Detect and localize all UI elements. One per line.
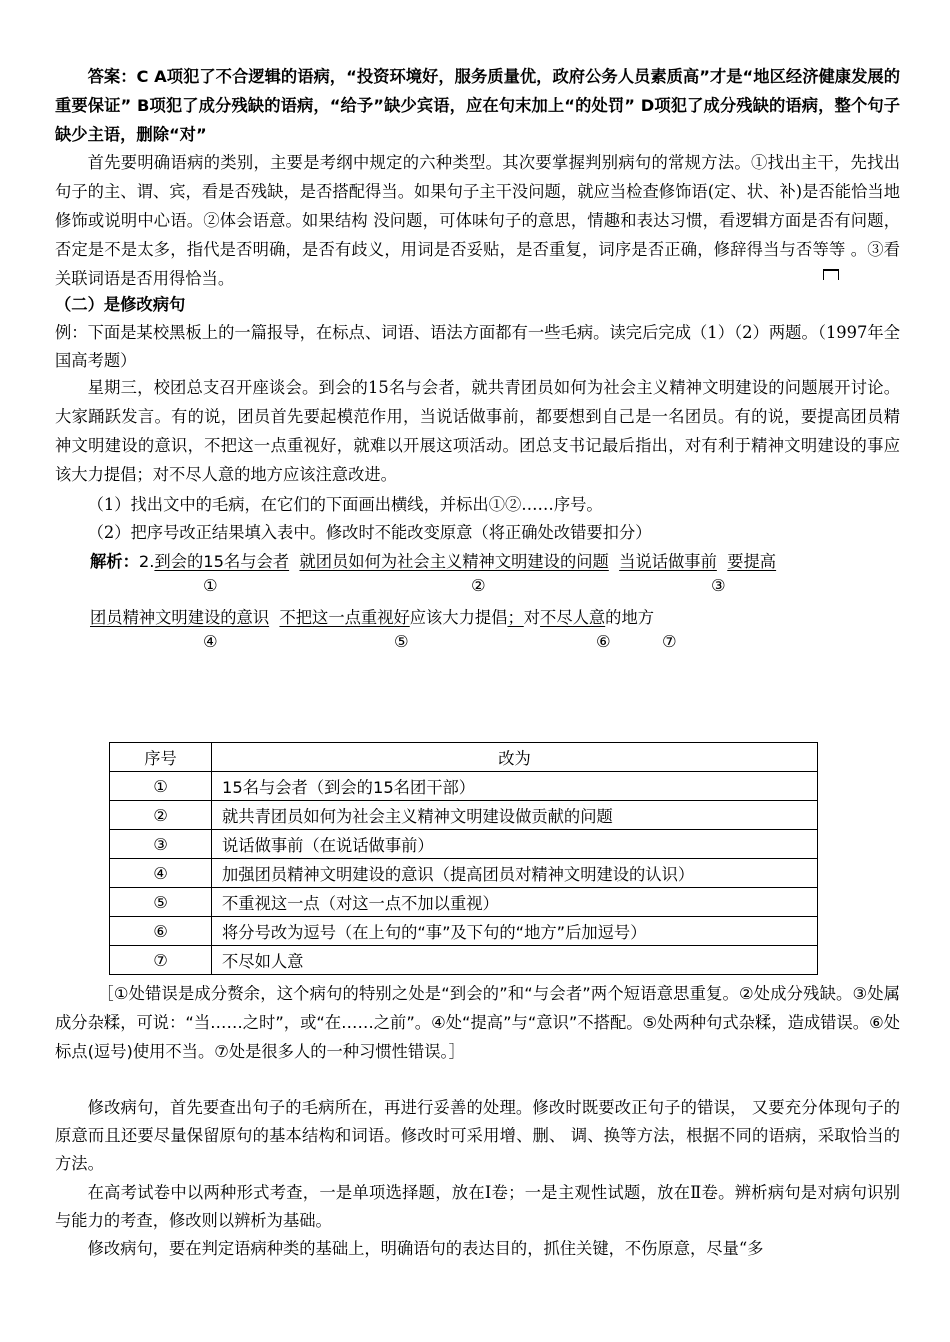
analysis-prefix: 2. bbox=[138, 552, 155, 571]
section-heading: （二）是修改病句 bbox=[55, 295, 186, 314]
table-row bbox=[110, 917, 818, 946]
example-intro: 例：下面是某校黑板上的一篇报导，在标点、词语、语法方面都有一些毛病。读完后完成（1）（2）两题。（1997年全国高考题） bbox=[55, 323, 900, 370]
table-cell-number: ④ bbox=[110, 859, 212, 888]
analysis-line-1 bbox=[90, 548, 776, 572]
table-cell-number: ⑥ bbox=[110, 917, 212, 946]
analysis-text-c: 的地方 bbox=[605, 608, 655, 627]
table-cell-correction: 将分号改为逗号（在上句的“事”及下句的“地方”后加逗号） bbox=[212, 917, 818, 946]
error-number-3: ③ bbox=[711, 576, 726, 595]
error-segment-6: ； bbox=[507, 608, 524, 627]
error-segment-2: 就团员如何为社会主义精神文明建设的问题 bbox=[299, 552, 609, 571]
correction-table bbox=[109, 742, 818, 975]
table-cell-number: ② bbox=[110, 801, 212, 830]
error-number-1: ① bbox=[203, 576, 218, 595]
analysis-line-2 bbox=[90, 604, 654, 628]
error-segment-5: 不把这一点重视好 bbox=[279, 608, 410, 627]
table-cell-number: ① bbox=[110, 772, 212, 801]
error-number-6: ⑥ bbox=[596, 632, 611, 651]
closing-paragraph-1: 修改病句，首先要查出句子的毛病所在，再进行妥善的处理。修改时既要改正句子的错误， 又要充分体现句子的原意而且还要尽量保留原句的基本结构和词语。修改时可采用增、删、 调、换等方法，根据不同的语病，采取恰当的方法。 bbox=[55, 1098, 900, 1173]
analysis-text-a: 应该大力提倡 bbox=[409, 608, 508, 627]
method-paragraph: 首先要明确语病的类别，主要是考纲中规定的六种类型。其次要掌握判别病句的常规方法。①找出主干，先找出句子的主、谓、宾，看是否残缺，是否搭配得当。如果句子主干没问题，就应当检查修饰语(定、状、补)是否能恰当地修饰或说明中心语。②体会语意。如果结构 没问题，可体味句子的意思，情趣和表达习惯，看逻辑方面是否有问题，否定是不是太多，指代是否明确，是否有歧义，用词是否妥贴，是否重复，词序是否正确，修辞得当与否等等 。③看关联词语是否用得恰当。 bbox=[55, 153, 900, 288]
table-row bbox=[110, 859, 818, 888]
table-row bbox=[110, 946, 818, 975]
error-number-7: ⑦ bbox=[662, 632, 677, 651]
table-row bbox=[110, 801, 818, 830]
explanation-paragraph: ［①处错误是成分赘余，这个病句的特别之处是“到会的”和“与会者”两个短语意思重复。②处成分残缺。③处属成分杂糅，可说：“当……之时”，或“在……之前”。④处“提高”与“意识”不搭配。⑤处两种句式杂糅，造成错误。⑥处标点(逗号)使用不当。⑦处是很多人的一种习惯性错误。］ bbox=[55, 984, 900, 1061]
table-row bbox=[110, 888, 818, 917]
table-cell-correction: 加强团员精神文明建设的意识（提高团员对精神文明建设的认识） bbox=[212, 859, 818, 888]
table-header-row bbox=[110, 743, 818, 772]
analysis-text-b: 对 bbox=[523, 608, 541, 627]
edit-mark bbox=[823, 269, 839, 280]
table-cell-number: ⑤ bbox=[110, 888, 212, 917]
error-number-5: ⑤ bbox=[394, 632, 409, 651]
table-cell-number: ⑦ bbox=[110, 946, 212, 975]
error-segment-4b: 团员精神文明建设的意识 bbox=[90, 608, 270, 627]
analysis-label: 解析： bbox=[90, 552, 139, 571]
table-row bbox=[110, 772, 818, 801]
closing-paragraph-3: 修改病句，要在判定语病种类的基础上，明确语句的表达目的，抓住关键，不伤原意，尽量“多 bbox=[87, 1239, 764, 1258]
question-2: （2）把序号改正结果填入表中。修改时不能改变原意（将正确处改错要扣分） bbox=[87, 523, 652, 542]
error-number-2: ② bbox=[471, 576, 486, 595]
table-row bbox=[110, 830, 818, 859]
example-passage: 星期三，校团总支召开座谈会。到会的15名与会者，就共青团员如何为社会主义精神文明建设的问题展开讨论。大家踊跃发言。有的说，团员首先要起模范作用，当说话做事前，都要想到自己是一名团员。有的说，要提高团员精神文明建设的意识，不把这一点重视好，就难以开展这项活动。团总支书记最后指出，对有利于精神文明建设的事应该大力提倡；对不尽人意的地方应该注意改进。 bbox=[55, 378, 900, 484]
error-segment-3: 当说话做事前 bbox=[619, 552, 717, 571]
error-segment-7: 不尽人意 bbox=[540, 608, 606, 627]
error-segment-1: 到会的15名与会者 bbox=[154, 552, 290, 571]
table-cell-correction: 就共青团员如何为社会主义精神文明建设做贡献的问题 bbox=[212, 801, 818, 830]
table-cell-correction: 15名与会者（到会的15名团干部） bbox=[212, 772, 818, 801]
error-number-4: ④ bbox=[203, 632, 218, 651]
table-cell-correction: 不尽如人意 bbox=[212, 946, 818, 975]
table-header-correction: 改为 bbox=[212, 743, 818, 772]
table-cell-correction: 不重视这一点（对这一点不加以重视） bbox=[212, 888, 818, 917]
table-cell-number: ③ bbox=[110, 830, 212, 859]
error-segment-4a: 要提高 bbox=[727, 552, 777, 571]
question-1: （1）找出文中的毛病，在它们的下面画出横线，并标出①②……序号。 bbox=[87, 495, 603, 514]
answer-paragraph: 答案：C A项犯了不合逻辑的语病，“投资环境好，服务质量优，政府公务人员素质高”才是“地区经济健康发展的重要保证” B项犯了成分残缺的语病，“给予”缺少宾语，应在句末加上“的处罚” D项犯了成分残缺的语病，整个句子缺少主语，删除“对” bbox=[55, 67, 900, 144]
table-header-number: 序号 bbox=[110, 743, 212, 772]
closing-paragraph-2: 在高考试卷中以两种形式考查，一是单项选择题，放在Ⅰ卷；一是主观性试题，放在Ⅱ卷。辨析病句是对病句识别与能力的考查，修改则以辨析为基础。 bbox=[55, 1183, 900, 1230]
table-cell-correction: 说话做事前（在说话做事前） bbox=[212, 830, 818, 859]
